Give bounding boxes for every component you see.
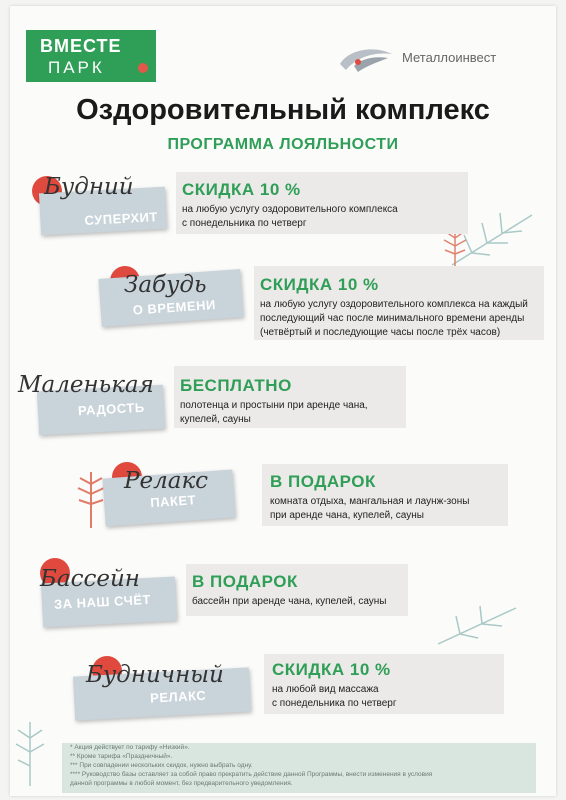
offer-caption: ЗА НАШ СЧЁТ [53,591,152,612]
offer-script-title: Маленькая [18,372,154,398]
offer-desc-line: (четвёртый и последующие часы после трёх часов) [260,327,501,338]
logo-line1: ВМЕСТЕ [40,36,122,56]
offer-desc-line: с понедельника по четверг [182,218,307,229]
offer-headline: СКИДКА 10 % [272,660,391,679]
page-subtitle: ПРОГРАММА ЛОЯЛЬНОСТИ [167,136,399,153]
offer-description [182,203,398,231]
offer-description [272,683,397,711]
offer-headline: СКИДКА 10 % [260,275,379,294]
offer-desc-line: купелей, сауны [180,414,251,425]
offer-desc-line: бассейн при аренде чана, купелей, сауны [192,596,387,607]
offer-text [192,572,386,609]
offer-script-title: Будний [44,174,134,200]
footnote-line: ** Кроме тарифа «Праздничный». [70,753,173,760]
offer-headline: В ПОДАРОК [192,572,298,591]
footnote-line: **** Руководство базы оставляет за собой право прекратить действие данной Программы, внести изменения в условия [70,771,433,778]
offer-description [270,495,469,523]
offer-text [260,275,528,340]
offer-text [270,472,469,523]
footnote-line: *** При совпадении нескольких скидок, нужно выбрать одну. [70,762,253,769]
offer-headline: СКИДКА 10 % [182,180,301,199]
metalloinvest-label: Металлоинвест [402,50,497,65]
metalloinvest-mark-icon [336,44,396,74]
offer-text [180,376,368,427]
vmeste-park-logo [26,30,156,82]
offer-desc-line: при аренде чана, купелей, сауны [270,510,424,521]
offer-headline: В ПОДАРОК [270,472,376,491]
offer-text [272,660,397,711]
footnote-line: * Акция действует по тарифу «Низкий». [70,744,190,751]
footnote-line: данной программы в любой момент, без предварительного уведомления. [70,780,293,787]
offer-caption: РЕЛАКС [149,687,207,706]
offer-description [180,399,368,427]
offer-desc-line: на любую услугу оздоровительного комплекса [182,204,398,215]
offer-desc-line: с понедельника по четверг [272,698,397,709]
metalloinvest-logo [336,40,516,80]
offer-description [260,298,528,340]
offer-script-title: Бассейн [40,566,140,592]
offer-desc-line: комната отдыха, мангальная и лаунж-зоны [270,496,470,507]
offer-description [192,595,386,609]
offer-text [182,180,398,231]
offer-desc-line: на любой вид массажа [272,684,379,695]
offer-script-title: Забудь [124,272,207,298]
offer-caption: РАДОСТЬ [77,399,145,419]
leaf-decoration-icon-3 [10,718,50,788]
footnotes-box [62,743,536,793]
offer-script-title: Релакс [124,468,209,494]
leaf-decoration-icon-2 [432,600,522,650]
offer-caption: ПАКЕТ [149,492,197,511]
offer-script-title: Будничный [86,662,224,688]
offer-desc-line: на любую услугу оздоровительного комплекса на каждый [260,299,528,310]
logo-line2: ПАРК [48,58,105,77]
offer-desc-line: полотенца и простыни при аренде чана, [180,400,368,411]
offer-caption: СУПЕРХИТ [84,209,159,228]
page-title: Оздоровительный комплекс [76,94,490,126]
offer-desc-line: последующий час после минимального времени аренды [260,313,525,324]
offer-caption: О ВРЕМЕНИ [132,296,217,318]
offer-headline: БЕСПЛАТНО [180,376,292,395]
logo-flower-icon [138,63,148,73]
